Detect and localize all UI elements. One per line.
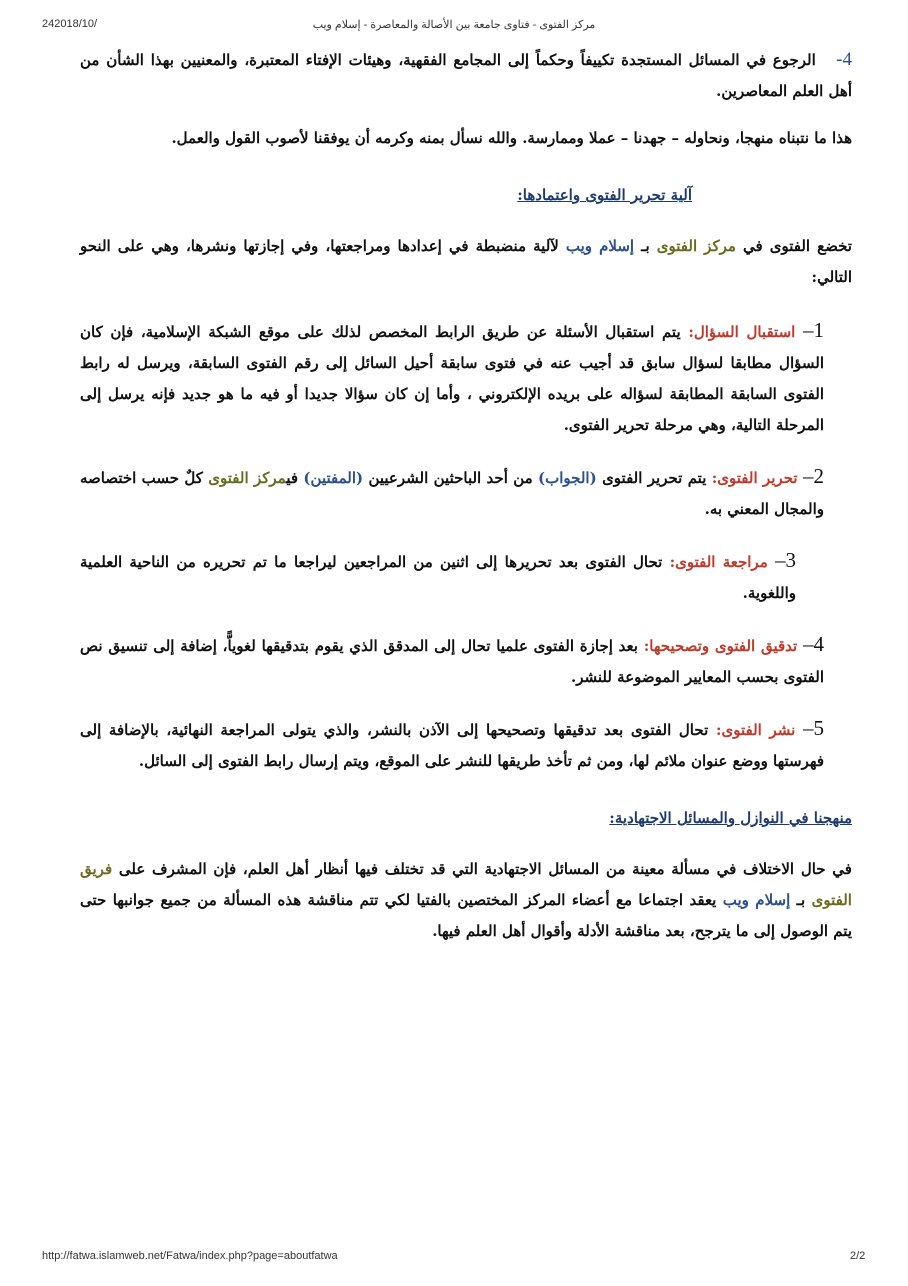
mechanism-intro [80, 231, 852, 293]
item-number: 4- [836, 49, 852, 70]
section-heading-mechanism: آلية تحرير الفتوى واعتمادها: [517, 186, 692, 204]
step-text: يتم استقبال الأسئلة عن طريق الرابط المخصص لذلك على موقع الشبكة الإسلامية، فإن كان السؤال مطابقا لسؤال سابق قد أجيب عنه في فتوى سابقة أحيل السائل إلى رقم الفتوى السابقة، ويرسل له رابط الفتوى السابقة المطابقة لسؤاله على بريده الإلكتروني ، وأما إن كان سؤالا جديدا أو فيه ما هو جديد فإنه يرسل إلى المرحلة التالية، وهي مرحلة تحرير الفتوى. [80, 323, 824, 434]
step-title: تدقيق الفتوى وتصحيحها: [643, 637, 798, 655]
step-text: بعد إجازة الفتوى علميا تحال إلى المدقق الذي يقوم بتدقيقها لغوياًّ، إضافة إلى تنسيق نص الفتوى بحسب المعايير الموضوعة للنشر. [80, 637, 824, 686]
center-link[interactable]: مركز الفتوى [208, 469, 287, 487]
header-title: مركز الفتوى - فتاوى جامعة بين الأصالة والمعاصرة - إسلام ويب [312, 19, 596, 31]
step-2 [80, 461, 852, 525]
closing-paragraph: هذا ما نتبناه منهجا، ونحاوله – جهدنا – عملا وممارسة. والله نسأل بمنه وكرمه أن يوفقنا لأصوب القول والعمل. [171, 129, 852, 147]
footer-url: http://fatwa.islamweb.net/Fatwa/index.php?page=aboutfatwa [42, 1250, 338, 1262]
answer-term: (الجواب) [538, 469, 597, 487]
step-title: تحرير الفتوى: [711, 469, 798, 487]
step-number: 4– [803, 632, 824, 656]
intro-text: بـ [641, 237, 650, 255]
step-5 [80, 713, 852, 777]
item-text: الرجوع في المسائل المستجدة تكييفاً وحكماً إلى المجامع الفقهية، وهيئات الإفتاء المعتبرة، والمعنيين بهذا الشأن من أهل العلم المعاصرين. [80, 51, 852, 100]
step-number: 5– [803, 716, 825, 740]
step-title: مراجعة الفتوى: [669, 553, 768, 571]
prev-item-4 [80, 44, 852, 107]
section-heading-ijtihad: منهجنا في النوازل والمسائل الاجتهادية: [609, 809, 852, 827]
step-4 [80, 629, 852, 693]
intro-text: تخضع الفتوى في [742, 237, 852, 255]
step-number: 1– [803, 318, 824, 342]
paragraph-text: بـ [796, 891, 806, 909]
step-text: تحال الفتوى بعد تحريرها إلى اثنين من المراجعين ليراجعا ما تم تحريره من الناحية العلمية واللغوية. [80, 553, 796, 602]
step-3 [80, 545, 852, 609]
footer-page-number: 2/2 [850, 1250, 866, 1262]
step-text: من أحد الباحثين الشرعيين [368, 469, 533, 487]
step-number: 2– [802, 464, 824, 488]
step-text: كلٌ حسب اختصاصه والمجال المعني به. [80, 469, 824, 518]
document-body [80, 44, 852, 947]
step-text: يتم تحرير الفتوى [602, 469, 707, 487]
step-1 [80, 315, 852, 441]
step-title: نشر الفتوى: [715, 721, 796, 739]
intro-text: لآلية منضبطة في إعدادها ومراجعتها، وفي إجازتها ونشرها، وهي على النحو التالي: [80, 237, 852, 286]
team-link[interactable]: فريق الفتوى [80, 860, 852, 909]
header-date: 242018/10/ [42, 18, 98, 30]
ijtihad-paragraph [80, 854, 852, 947]
step-text: في [286, 469, 299, 487]
site-link[interactable]: إسلام ويب [722, 891, 791, 909]
site-link[interactable]: إسلام ويب [565, 237, 635, 255]
step-title: استقبال السؤال: [688, 323, 796, 341]
center-link[interactable]: مركز الفتوى [656, 237, 736, 255]
step-text: تحال الفتوى بعد تدقيقها وتصحيحها إلى الآذن بالنشر، والذي يتولى المراجعة النهائية، بالإضافة إلى فهرستها ووضع عنوان ملائم لها، ومن ثم تأخذ طريقها للنشر على الموقع، ويتم إرسال رابط الفتوى إلى السائل. [80, 721, 824, 770]
mufti-term: (المفتين) [303, 469, 364, 487]
step-number: 3– [775, 548, 796, 572]
paragraph-text: يعقد اجتماعا مع أعضاء المركز المختصين بالفتيا لكي تتم مناقشة هذه المسألة من جميع جوانبها حتى يتم الوصول إلى ما يترجح، بعد مناقشة الأدلة وأقوال أهل العلم فيها. [80, 891, 852, 940]
paragraph-text: في حال الاختلاف في مسألة معينة من المسائل الاجتهادية التي قد تختلف فيها أنظار أهل العلم، فإن المشرف على [118, 860, 852, 878]
